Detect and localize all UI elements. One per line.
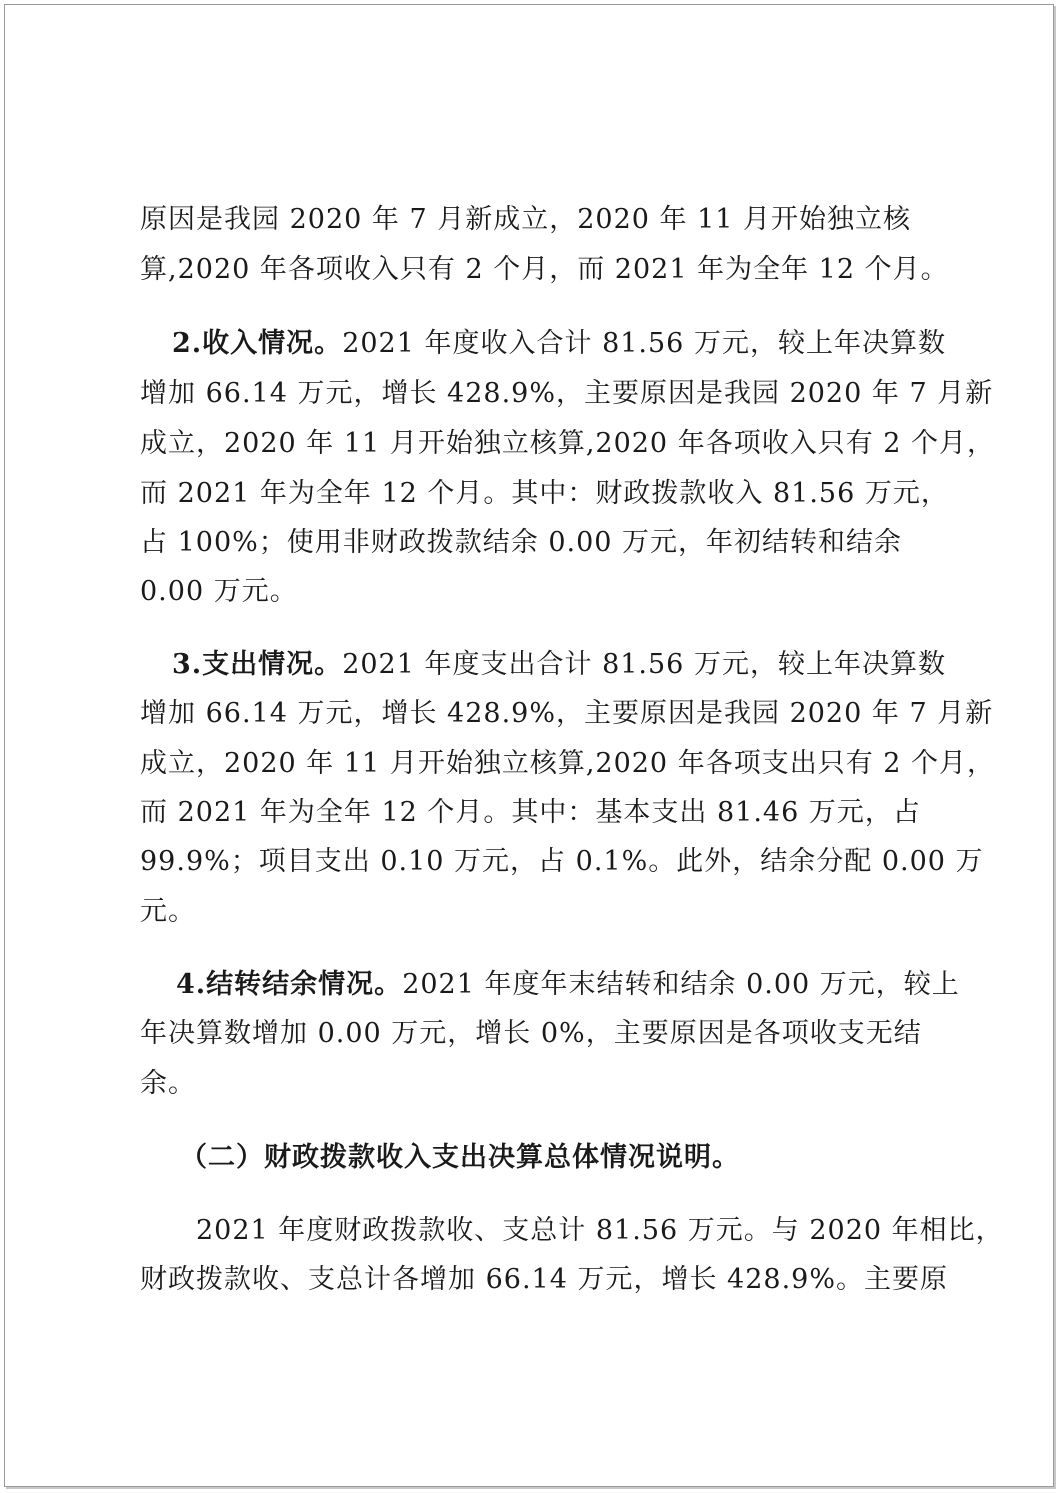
- carryover-heading: 4.结转结余情况。: [176, 969, 403, 1000]
- income-line-3: 成立，2020 年 11 月开始独立核算,2020 年各项收入只有 2 个月，: [140, 428, 996, 459]
- carryover-line-3: 余。: [140, 1068, 196, 1099]
- carryover-first-line-text: 2021 年度年末结转和结余 0.00 万元，较上: [402, 969, 960, 1000]
- intro-line-2: 算,2020 年各项收入只有 2 个月，而 2021 年为全年 12 个月。: [140, 254, 949, 285]
- income-heading: 2.收入情况。: [172, 328, 343, 359]
- section-2-line-1: 2021 年度财政拨款收、支总计 81.56 万元。与 2020 年相比，: [196, 1215, 1004, 1246]
- income-first-line-text: 2021 年度收入合计 81.56 万元，较上年决算数: [342, 328, 946, 359]
- expenditure-line-3: 成立，2020 年 11 月开始独立核算,2020 年各项支出只有 2 个月，: [140, 748, 996, 779]
- section-2-heading: （二）财政拨款收入支出决算总体情况说明。: [180, 1142, 740, 1173]
- income-line-5: 占 100%；使用非财政拨款结余 0.00 万元，年初结转和结余: [140, 527, 903, 558]
- expenditure-paragraph-first-line: [172, 648, 946, 682]
- income-line-4: 而 2021 年为全年 12 个月。其中：财政拨款收入 81.56 万元，: [140, 478, 949, 509]
- income-paragraph-first-line: [172, 327, 946, 361]
- expenditure-line-4: 而 2021 年为全年 12 个月。其中：基本支出 81.46 万元，占: [140, 797, 921, 828]
- carryover-line-2: 年决算数增加 0.00 万元，增长 0%，主要原因是各项收支无结: [140, 1018, 922, 1049]
- income-line-6: 0.00 万元。: [140, 576, 298, 607]
- section-2-line-2: 财政拨款收、支总计各增加 66.14 万元，增长 428.9%。主要原: [140, 1264, 948, 1295]
- expenditure-first-line-text: 2021 年度支出合计 81.56 万元，较上年决算数: [342, 649, 946, 680]
- expenditure-line-2: 增加 66.14 万元，增长 428.9%，主要原因是我园 2020 年 7 月新: [140, 698, 994, 729]
- carryover-paragraph-first-line: [176, 968, 960, 1002]
- intro-line-1: 原因是我园 2020 年 7 月新成立，2020 年 11 月开始独立核: [140, 204, 912, 235]
- income-line-2: 增加 66.14 万元，增长 428.9%，主要原因是我园 2020 年 7 月新: [140, 378, 994, 409]
- expenditure-heading: 3.支出情况。: [172, 649, 343, 680]
- expenditure-line-6: 元。: [140, 896, 196, 927]
- expenditure-line-5: 99.9%；项目支出 0.10 万元，占 0.1%。此外，结余分配 0.00 万: [140, 846, 984, 877]
